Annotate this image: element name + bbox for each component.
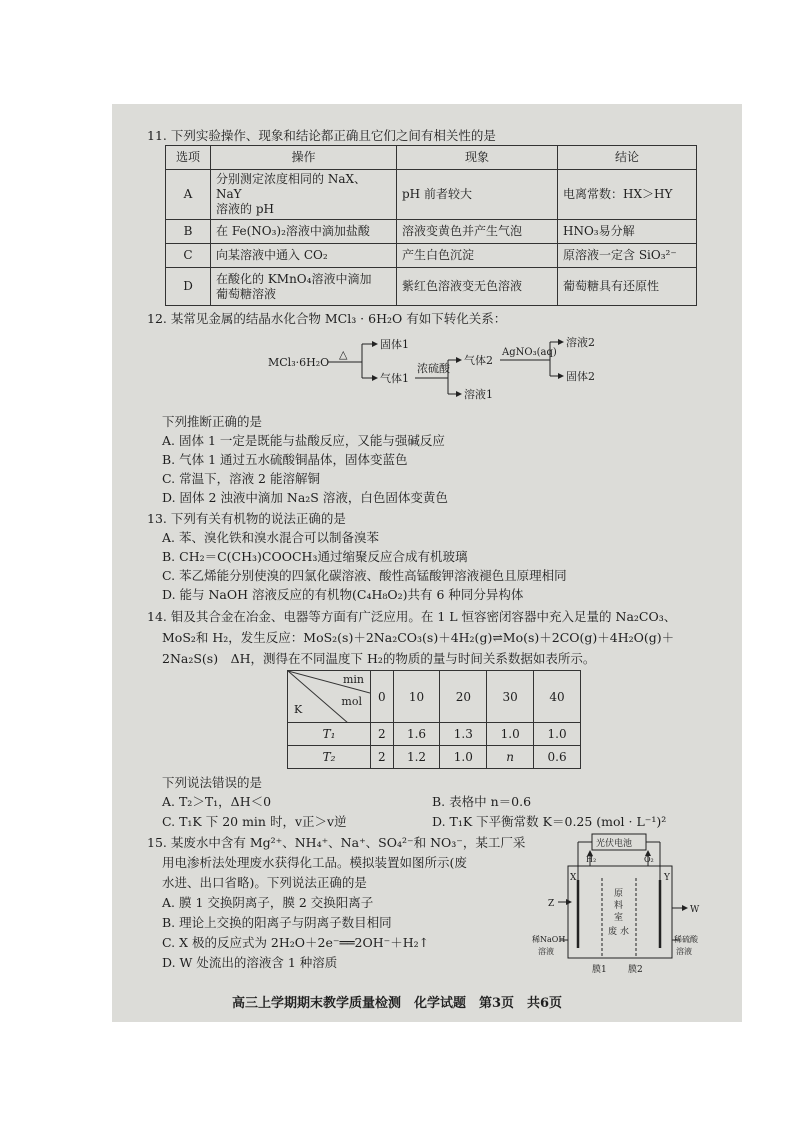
q12-solid2: 固体2 xyxy=(566,370,595,383)
q12-stem: 12. 某常见金属的结晶水化合物 MCl₃ · 6H₂O 有如下转化关系： xyxy=(147,311,507,326)
q15-option-a: A. 膜 1 交换阴离子，膜 2 交换阳离子 xyxy=(162,895,374,910)
q14-option-a: A. T₂＞T₁，ΔH＜0 xyxy=(162,794,272,809)
chamber-char: 料 xyxy=(614,901,624,911)
chamber-char: 室 xyxy=(614,913,624,923)
q14-prompt: 下列说法错误的是 xyxy=(162,775,263,790)
q12-gas2: 气体2 xyxy=(464,354,493,367)
q13-stem: 13. 下列有关有机物的说法正确的是 xyxy=(147,511,346,526)
q11-row-b-phenomenon: 溶液变黄色并产生气泡 xyxy=(397,220,558,244)
q13-option-d: D. 能与 NaOH 溶液反应的有机物(C₄H₈O₂)共有 6 种同分异构体 xyxy=(162,587,524,602)
q12-conversion-diagram xyxy=(260,330,620,402)
q11-row-d-option: D xyxy=(166,268,211,306)
q14-data-table xyxy=(287,670,581,769)
q14-line2: MoS₂和 H₂，发生反应：MoS₂(s)＋2Na₂CO₃(s)＋4H₂(g)⇌Mo(s)＋2CO(g)＋4H₂O(g)＋ xyxy=(162,630,675,645)
chamber-char: 原 xyxy=(614,889,624,899)
q11-row-d-operation: 在酸化的 KMnO₄溶液中滴加 葡萄糖溶液 xyxy=(211,268,397,306)
q14-cell: 2 xyxy=(371,723,394,746)
q13-option-a: A. 苯、溴化铁和溴水混合可以制备溴苯 xyxy=(162,530,379,545)
q15-option-b: B. 理论上交换的阳离子与阴离子数目相同 xyxy=(162,915,392,930)
q12-option-c: C. 常温下，溶液 2 能溶解铜 xyxy=(162,471,320,486)
electrode-x-label: X xyxy=(570,873,577,883)
q11-row-d-phenomenon: 紫红色溶液变无色溶液 xyxy=(397,268,558,306)
q13-option-c: C. 苯乙烯能分别使溴的四氯化碳溶液、酸性高锰酸钾溶液褪色且原理相同 xyxy=(162,568,567,583)
q14-cell: 1.2 xyxy=(393,746,440,769)
q11-row-c-operation: 向某溶液中通入 CO₂ xyxy=(211,244,397,268)
membrane2-label: 膜2 xyxy=(628,965,643,975)
table-row xyxy=(166,170,697,220)
q12-heat-symbol: △ xyxy=(339,348,348,361)
q15-electrodialysis-diagram xyxy=(532,830,702,980)
q14-time-40: 40 xyxy=(534,671,581,723)
q14-line1: 14. 钼及其合金在冶金、电器等方面有广泛应用。在 1 L 恒容密闭容器中充入足量的 Na₂CO₃、 xyxy=(147,609,677,624)
q12-option-a: A. 固体 1 一定是既能与盐酸反应，又能与强碱反应 xyxy=(162,433,445,448)
q14-corner-k: K xyxy=(294,703,303,716)
membrane1-label: 膜1 xyxy=(592,965,607,975)
q11-row-c-option: C xyxy=(166,244,211,268)
electrolysis-tank xyxy=(568,866,672,958)
q15-line2: 用电渗析法处理废水获得化工品。模拟装置如图所示(废 xyxy=(162,855,467,870)
q12-solution1: 溶液1 xyxy=(464,388,493,401)
q15-line1: 15. 某废水中含有 Mg²⁺、NH₄⁺、Na⁺、SO₄²⁻和 NO₃⁻，某工厂采 xyxy=(147,835,526,850)
h2-label: H₂ xyxy=(586,855,597,864)
q12-reagent-agno3: AgNO₃(aq) xyxy=(502,347,557,358)
q11-row-a-operation: 分别测定浓度相同的 NaX、NaY 溶液的 pH xyxy=(211,170,397,220)
electrode-y-label: Y xyxy=(664,873,670,883)
q11-stem: 11. 下列实验操作、现象和结论都正确且它们之间有相关性的是 xyxy=(147,128,496,143)
q14-corner-mol: mol xyxy=(341,695,362,708)
outlet-w-label: W xyxy=(690,905,700,915)
left-solution-label: 溶液 xyxy=(538,947,554,956)
q12-solution2: 溶液2 xyxy=(566,336,595,349)
q14-option-d: D. T₁K 下平衡常数 K＝0.25 (mol · L⁻¹)² xyxy=(432,814,667,829)
table-row xyxy=(166,220,697,244)
chamber-char: 废 xyxy=(608,927,618,937)
q14-corner-min: min xyxy=(342,673,364,686)
q12-gas1: 气体1 xyxy=(380,372,409,385)
q12-conc-sulfuric-acid: 浓硫酸 xyxy=(417,362,450,375)
q14-cell: n xyxy=(487,746,534,769)
q11-row-a-conclusion: 电离常数：HX＞HY xyxy=(558,170,697,220)
q12-start-compound: MCl₃·6H₂O xyxy=(268,356,330,369)
q11-row-a-phenomenon: pH 前者较大 xyxy=(397,170,558,220)
page-footer: 高三上学期期末教学质量检测 化学试题 第3页 共6页 xyxy=(231,996,563,1011)
q14-option-b: B. 表格中 n＝0.6 xyxy=(432,794,532,809)
q14-cell: 2 xyxy=(371,746,394,769)
q11-header-phenomenon: 现象 xyxy=(397,146,558,170)
q11-row-b-option: B xyxy=(166,220,211,244)
q14-cell: 1.6 xyxy=(393,723,440,746)
outlet-z-label: Z xyxy=(548,899,555,909)
q13-option-b: B. CH₂＝C(CH₃)COOCH₃通过缩聚反应合成有机玻璃 xyxy=(162,549,468,564)
q15-line3: 水进、出口省略)。下列说法正确的是 xyxy=(162,875,367,890)
table-row xyxy=(288,723,581,746)
q11-header-option: 选项 xyxy=(166,146,211,170)
table-row xyxy=(288,746,581,769)
q14-time-20: 20 xyxy=(440,671,487,723)
q11-row-b-operation: 在 Fe(NO₃)₂溶液中滴加盐酸 xyxy=(211,220,397,244)
q14-time-30: 30 xyxy=(487,671,534,723)
q11-row-b-conclusion: HNO₃易分解 xyxy=(558,220,697,244)
q14-option-c: C. T₁K 下 20 min 时，v正＞v逆 xyxy=(162,814,347,829)
q15-option-c: C. X 极的反应式为 2H₂O＋2e⁻══2OH⁻＋H₂↑ xyxy=(162,935,430,950)
q12-option-b: B. 气体 1 通过五水硫酸铜晶体，固体变蓝色 xyxy=(162,452,408,467)
q11-header-conclusion: 结论 xyxy=(558,146,697,170)
left-solution-label: 稀NaOH xyxy=(532,935,566,944)
q14-row-t2-label: T₂ xyxy=(288,746,371,769)
q14-cell: 1.0 xyxy=(440,746,487,769)
q14-cell: 0.6 xyxy=(534,746,581,769)
q11-table xyxy=(165,145,697,306)
q12-prompt: 下列推断正确的是 xyxy=(162,414,263,429)
q14-cell: 1.0 xyxy=(487,723,534,746)
q14-table-corner xyxy=(288,671,371,723)
q14-cell: 1.0 xyxy=(534,723,581,746)
q11-row-d-conclusion: 葡萄糖具有还原性 xyxy=(558,268,697,306)
q11-row-c-conclusion: 原溶液一定含 SiO₃²⁻ xyxy=(558,244,697,268)
right-solution-label: 溶液 xyxy=(676,947,692,956)
q14-cell: 1.3 xyxy=(440,723,487,746)
pv-cell-label: 光伏电池 xyxy=(596,839,633,849)
chamber-char: 水 xyxy=(620,927,630,937)
o2-label: O₂ xyxy=(644,855,654,864)
q11-row-a-option: A xyxy=(166,170,211,220)
right-solution-label: 稀硫酸 xyxy=(674,935,698,944)
table-row xyxy=(166,244,697,268)
q14-time-0: 0 xyxy=(371,671,394,723)
q14-line3: 2Na₂S(s) ΔH，测得在不同温度下 H₂的物质的量与时间关系数据如表所示。 xyxy=(162,651,596,666)
q11-header-operation: 操作 xyxy=(211,146,397,170)
q14-time-10: 10 xyxy=(393,671,440,723)
q11-row-c-phenomenon: 产生白色沉淀 xyxy=(397,244,558,268)
q15-option-d: D. W 处流出的溶液含 1 种溶质 xyxy=(162,955,338,970)
table-row xyxy=(166,268,697,306)
q12-solid1: 固体1 xyxy=(380,338,409,351)
q14-row-t1-label: T₁ xyxy=(288,723,371,746)
q12-option-d: D. 固体 2 浊液中滴加 Na₂S 溶液，白色固体变黄色 xyxy=(162,490,448,505)
